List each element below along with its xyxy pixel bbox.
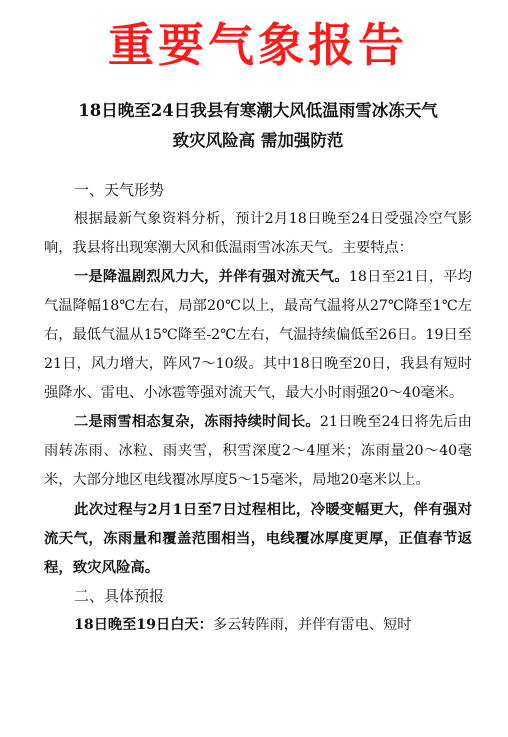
headline	[44, 96, 472, 156]
forecast-1-body: 多云转阵雨，并伴有雷电、短时	[212, 617, 412, 633]
headline-line-1: 18日晚至24日我县有寒潮大风低温雨雪冰冻天气	[78, 101, 438, 120]
headline-line-2: 致灾风险高 需加强防范	[172, 131, 344, 150]
point-1-body: 18日至21日，平均气温降幅18℃左右，局部20℃以上，最高气温将从27℃降至1℃左右，最低气温从15℃降至-2℃左右，气温持续偏低至26日。19日至21日，风力增大，阵风7～10级。其中18日晚至20日，我县有短时强降水、雷电、小冰雹等强对流天气，最大小时雨强20～40毫米。	[44, 269, 472, 401]
point-2-body: 21日晚至24日将先后由雨转冻雨、冰粒、雨夹雪，积雪深度2～4厘米；冻雨量20～40毫米，大部分地区电线覆冰厚度5～15毫米，局地20毫米以上。	[44, 414, 472, 488]
intro-paragraph: 根据最新气象资料分析，预计2月18日晚至24日受强冷空气影响，我县将出现寒潮大风和低温雨雪冰冻天气。主要特点：	[44, 211, 472, 256]
forecast-1-paragraph	[44, 611, 472, 640]
point-1-paragraph	[44, 263, 472, 408]
point-2-paragraph	[44, 408, 472, 495]
comparison-paragraph: 此次过程与2月1日至7日过程相比，冷暖变幅更大，伴有强对流天气，冻雨量和覆盖范围相当，电线覆冰厚度更厚，正值春节返程，致灾风险高。	[44, 501, 472, 576]
section-title-specific-forecast: 二、具体预报	[74, 587, 165, 605]
report-banner-title: 重要气象报告	[108, 18, 408, 72]
point-1-lead: 一是降温剧烈风力大，并伴有强对流天气。	[74, 269, 349, 285]
section-title-weather-situation: 一、天气形势	[74, 181, 165, 199]
forecast-1-lead: 18日晚至19日白天：	[74, 617, 213, 633]
point-2-lead: 二是雨雪相态复杂，冻雨持续时间长。	[74, 414, 320, 430]
